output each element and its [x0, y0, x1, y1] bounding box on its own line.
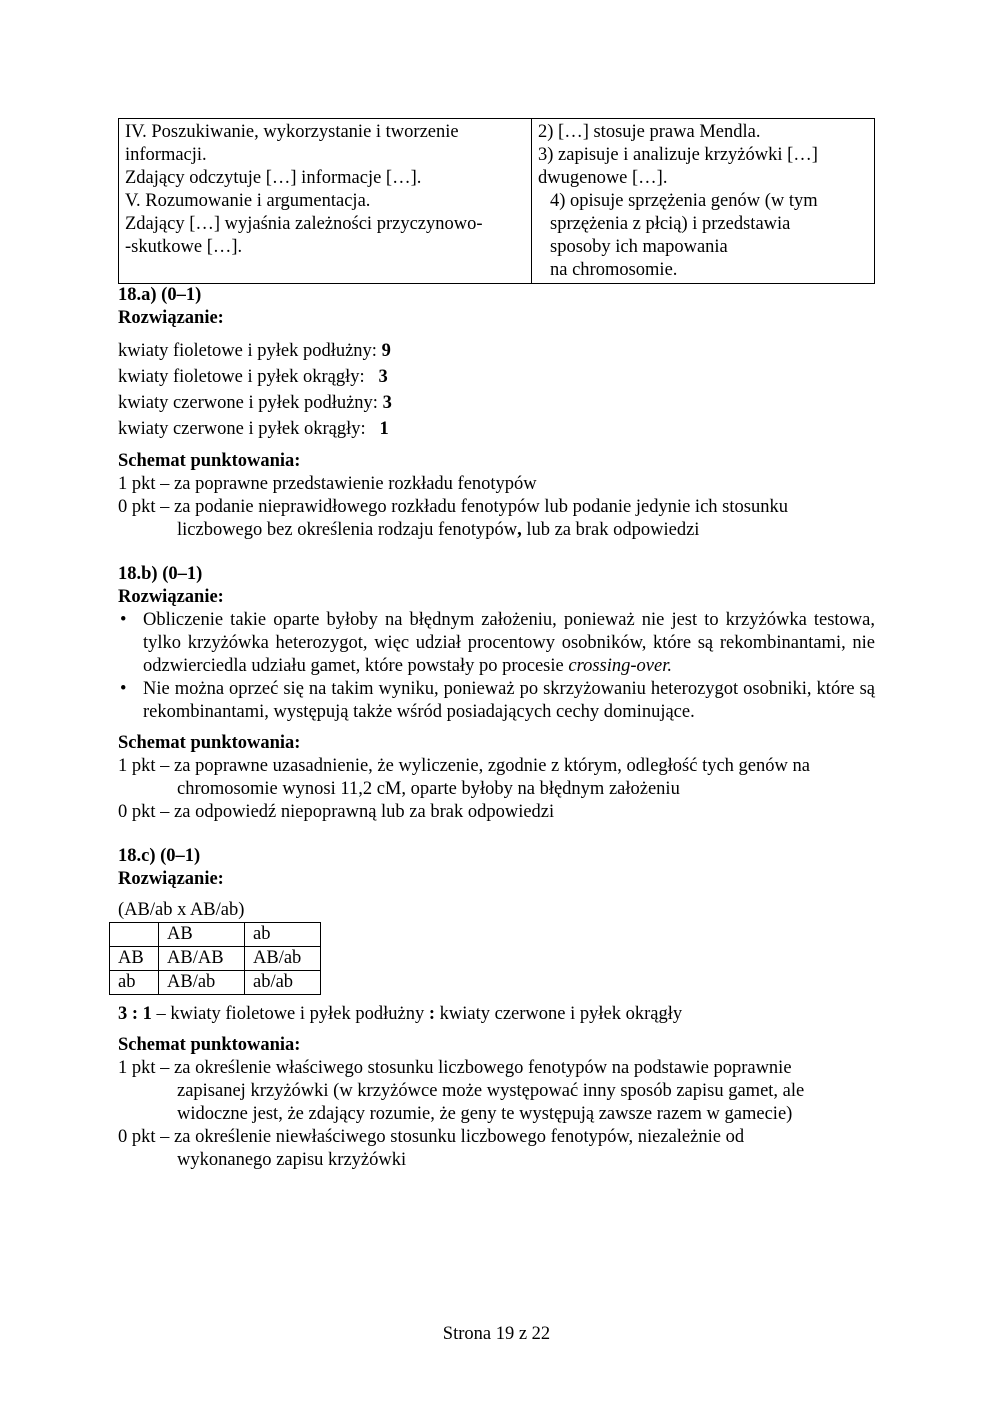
req-left-line: Zdający odczytuje […] informacje […].	[125, 168, 422, 188]
punnett-cell: ab	[245, 923, 321, 947]
punnett-cell: AB/ab	[245, 947, 321, 971]
req-right-line: 2) […] stosuje prawa Mendla.	[538, 122, 761, 142]
scoring-item-cont: widoczne jest, że zdający rozumie, że geny te występują zawsze razem w gamecie)	[177, 1104, 793, 1124]
scoring-item-cont: chromosomie wynosi 11,2 cM, oparte byłoby na błędnym założeniu	[177, 779, 680, 799]
scoring-item: 0 pkt – za podanie nieprawidłowego rozkładu fenotypów lub podanie jedynie ich stosunku	[118, 497, 788, 517]
task-c-solution-label: Rozwiązanie:	[118, 869, 224, 889]
phenotype-row: kwiaty czerwone i pyłek podłużny: 3	[118, 393, 392, 413]
punnett-cell: ab	[110, 971, 159, 995]
page-number: Strona 19 z 22	[442, 1324, 551, 1344]
task-c-scoring-label: Schemat punktowania:	[118, 1035, 301, 1055]
task-c-title: 18.c) (0–1)	[118, 846, 201, 866]
task-b-title: 18.b) (0–1)	[118, 564, 203, 584]
task-a-solution-label: Rozwiązanie:	[118, 308, 224, 328]
requirements-detailed	[532, 119, 875, 284]
phenotype-ratio: 3 : 1 – kwiaty fioletowe i pyłek podłużny : kwiaty czerwone i pyłek okrągły	[118, 1004, 683, 1024]
req-left-line: -skutkowe […].	[125, 237, 243, 257]
phenotype-row: kwiaty czerwone i pyłek okrągły: 1	[118, 419, 389, 439]
req-right-line: na chromosomie.	[550, 260, 678, 280]
answer-bullet: • Nie można oprzeć się na takim wyniku, ponieważ po skrzyżowaniu heterozygot osobniki, które są rekombinantami, występują także wśród posiadających cechy dominujące.	[118, 678, 875, 724]
req-right-line: sprzężenia z płcią) i przedstawia	[550, 214, 791, 234]
task-a-scoring-label: Schemat punktowania:	[118, 451, 301, 471]
req-left-line: Zdający […] wyjaśnia zależności przyczynowo-	[125, 214, 483, 234]
scoring-item: 1 pkt – za określenie właściwego stosunku liczbowego fenotypów na podstawie poprawnie	[118, 1058, 792, 1078]
punnett-cell: AB/ab	[159, 971, 245, 995]
punnett-cell: AB	[159, 923, 245, 947]
req-right-line: 3) zapisuje i analizuje krzyżówki […]	[538, 145, 818, 165]
req-right-line: 4) opisuje sprzężenia genów (w tym	[550, 191, 818, 211]
scoring-item-cont: wykonanego zapisu krzyżówki	[177, 1150, 407, 1170]
scoring-item: 0 pkt – za odpowiedź niepoprawną lub za brak odpowiedzi	[118, 802, 555, 822]
punnett-cell	[110, 923, 159, 947]
scoring-item: 1 pkt – za poprawne przedstawienie rozkładu fenotypów	[118, 474, 537, 494]
punnett-cell: AB	[110, 947, 159, 971]
phenotype-row: kwiaty fioletowe i pyłek okrągły: 3	[118, 367, 388, 387]
req-left-line: V. Rozumowanie i argumentacja.	[125, 191, 371, 211]
cross-label: (AB/ab x AB/ab)	[118, 900, 245, 920]
scoring-item: 0 pkt – za określenie niewłaściwego stosunku liczbowego fenotypów, niezależnie od	[118, 1127, 745, 1147]
phenotype-list	[118, 338, 875, 442]
requirements-general	[119, 119, 532, 284]
req-left-line: IV. Poszukiwanie, wykorzystanie i tworzenie	[125, 122, 459, 142]
phenotype-row: kwiaty fioletowe i pyłek podłużny: 9	[118, 341, 391, 361]
scoring-item-cont: liczbowego bez określenia rodzaju fenotypów, lub za brak odpowiedzi	[177, 520, 700, 540]
task-b-answers	[118, 609, 875, 724]
req-right-line: dwugenowe […].	[538, 168, 668, 188]
answer-bullet: • Obliczenie takie oparte byłoby na błędnym założeniu, ponieważ nie jest to krzyżówka testowa, tylko krzyżówka heterozygot, więc udział procentowy osobników, które są rekombinantami, nie odzwierciedla udziału gamet, które powstały po procesie crossing-over.	[118, 609, 875, 678]
req-right-line: sposoby ich mapowania	[550, 237, 728, 257]
scoring-item: 1 pkt – za poprawne uzasadnienie, że wyliczenie, zgodnie z którym, odległość tych genów na	[118, 756, 810, 776]
task-b-solution-label: Rozwiązanie:	[118, 587, 224, 607]
punnett-square	[109, 922, 321, 995]
scoring-item-cont: zapisanej krzyżówki (w krzyżówce może występować inny sposób zapisu gamet, ale	[177, 1081, 805, 1101]
task-a-title: 18.a) (0–1)	[118, 285, 202, 305]
punnett-cell: ab/ab	[245, 971, 321, 995]
req-left-line: informacji.	[125, 145, 207, 165]
task-b-scoring-label: Schemat punktowania:	[118, 733, 301, 753]
punnett-cell: AB/AB	[159, 947, 245, 971]
page-content	[118, 118, 875, 1172]
requirements-table	[118, 118, 875, 284]
